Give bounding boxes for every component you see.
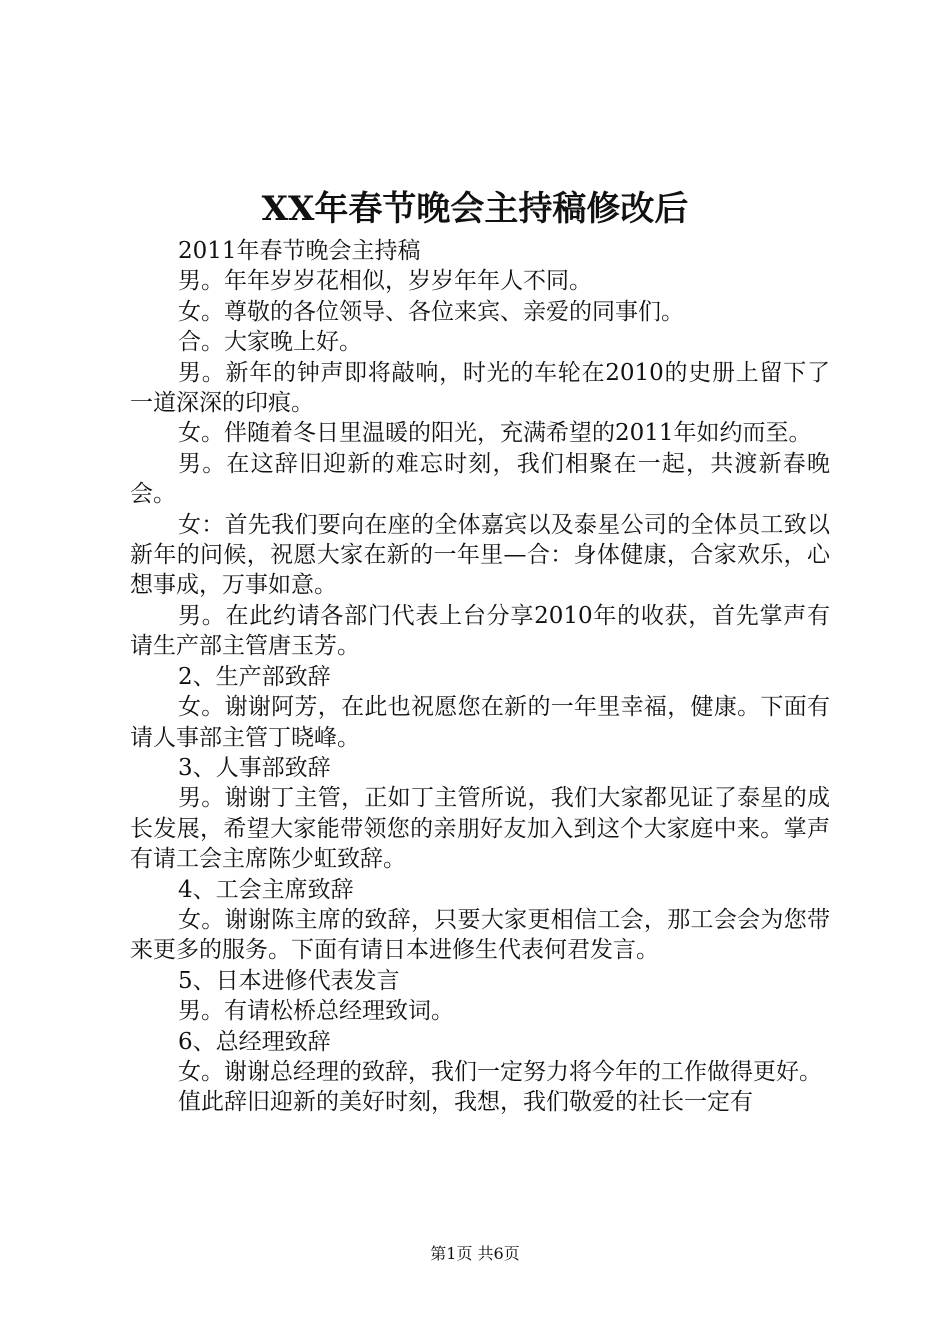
paragraph: 男。年年岁岁花相似，岁岁年年人不同。 — [178, 268, 592, 295]
section-heading: 6、总经理致辞 — [178, 1028, 331, 1055]
paragraph: 女。谢谢阿芳，在此也祝愿您在新的一年里幸福，健康。下面有请人事部主管丁晓峰。 — [130, 694, 830, 751]
paragraph: 女。伴随着冬日里温暖的阳光，充满希望的2011年如约而至。 — [178, 420, 812, 447]
section-heading: 5、日本进修代表发言 — [178, 967, 400, 994]
paragraph: 男。在这辞旧迎新的难忘时刻，我们相聚在一起，共渡新春晚会。 — [130, 450, 830, 508]
section-heading: 4、工会主席致辞 — [178, 876, 354, 903]
paragraph: 男。在此约请各部门代表上台分享2010年的收获，首先掌声有请生产部主管唐玉芳。 — [130, 602, 830, 660]
document-body — [130, 236, 830, 1118]
paragraph: 合。大家晚上好。 — [178, 329, 362, 356]
paragraph: 女：首先我们要向在座的全体嘉宾以及泰星公司的全体员工致以新年的问候，祝愿大家在新的一年里—合：身体健康，合家欢乐，心想事成，万事如意。 — [130, 511, 830, 599]
paragraph: 男。谢谢丁主管，正如丁主管所说，我们大家都见证了泰星的成长发展，希望大家能带领您的亲朋好友加入到这个大家庭中来。掌声有请工会主席陈少虹致辞。 — [130, 785, 830, 873]
paragraph: 2011年春节晚会主持稿 — [178, 238, 421, 264]
paragraph: 男。新年的钟声即将敲响，时光的车轮在2010的史册上留下了一道深深的印痕。 — [130, 359, 830, 417]
section-heading: 2、生产部致辞 — [178, 663, 331, 690]
page-footer: 第1页 共6页 — [430, 1244, 520, 1263]
paragraph: 女。谢谢总经理的致辞，我们一定努力将今年的工作做得更好。 — [178, 1058, 822, 1085]
section-heading: 3、人事部致辞 — [178, 754, 331, 781]
document-title: XX年春节晚会主持稿修改后 — [261, 189, 689, 229]
paragraph: 女。尊敬的各位领导、各位来宾、亲爱的同事们。 — [178, 298, 684, 325]
paragraph: 男。有请松桥总经理致词。 — [178, 998, 454, 1025]
paragraph: 女。谢谢陈主席的致辞，只要大家更相信工会，那工会会为您带来更多的服务。下面有请日本进修生代表何君发言。 — [130, 906, 830, 964]
paragraph: 值此辞旧迎新的美好时刻，我想，我们敬爱的社长一定有 — [178, 1089, 753, 1116]
